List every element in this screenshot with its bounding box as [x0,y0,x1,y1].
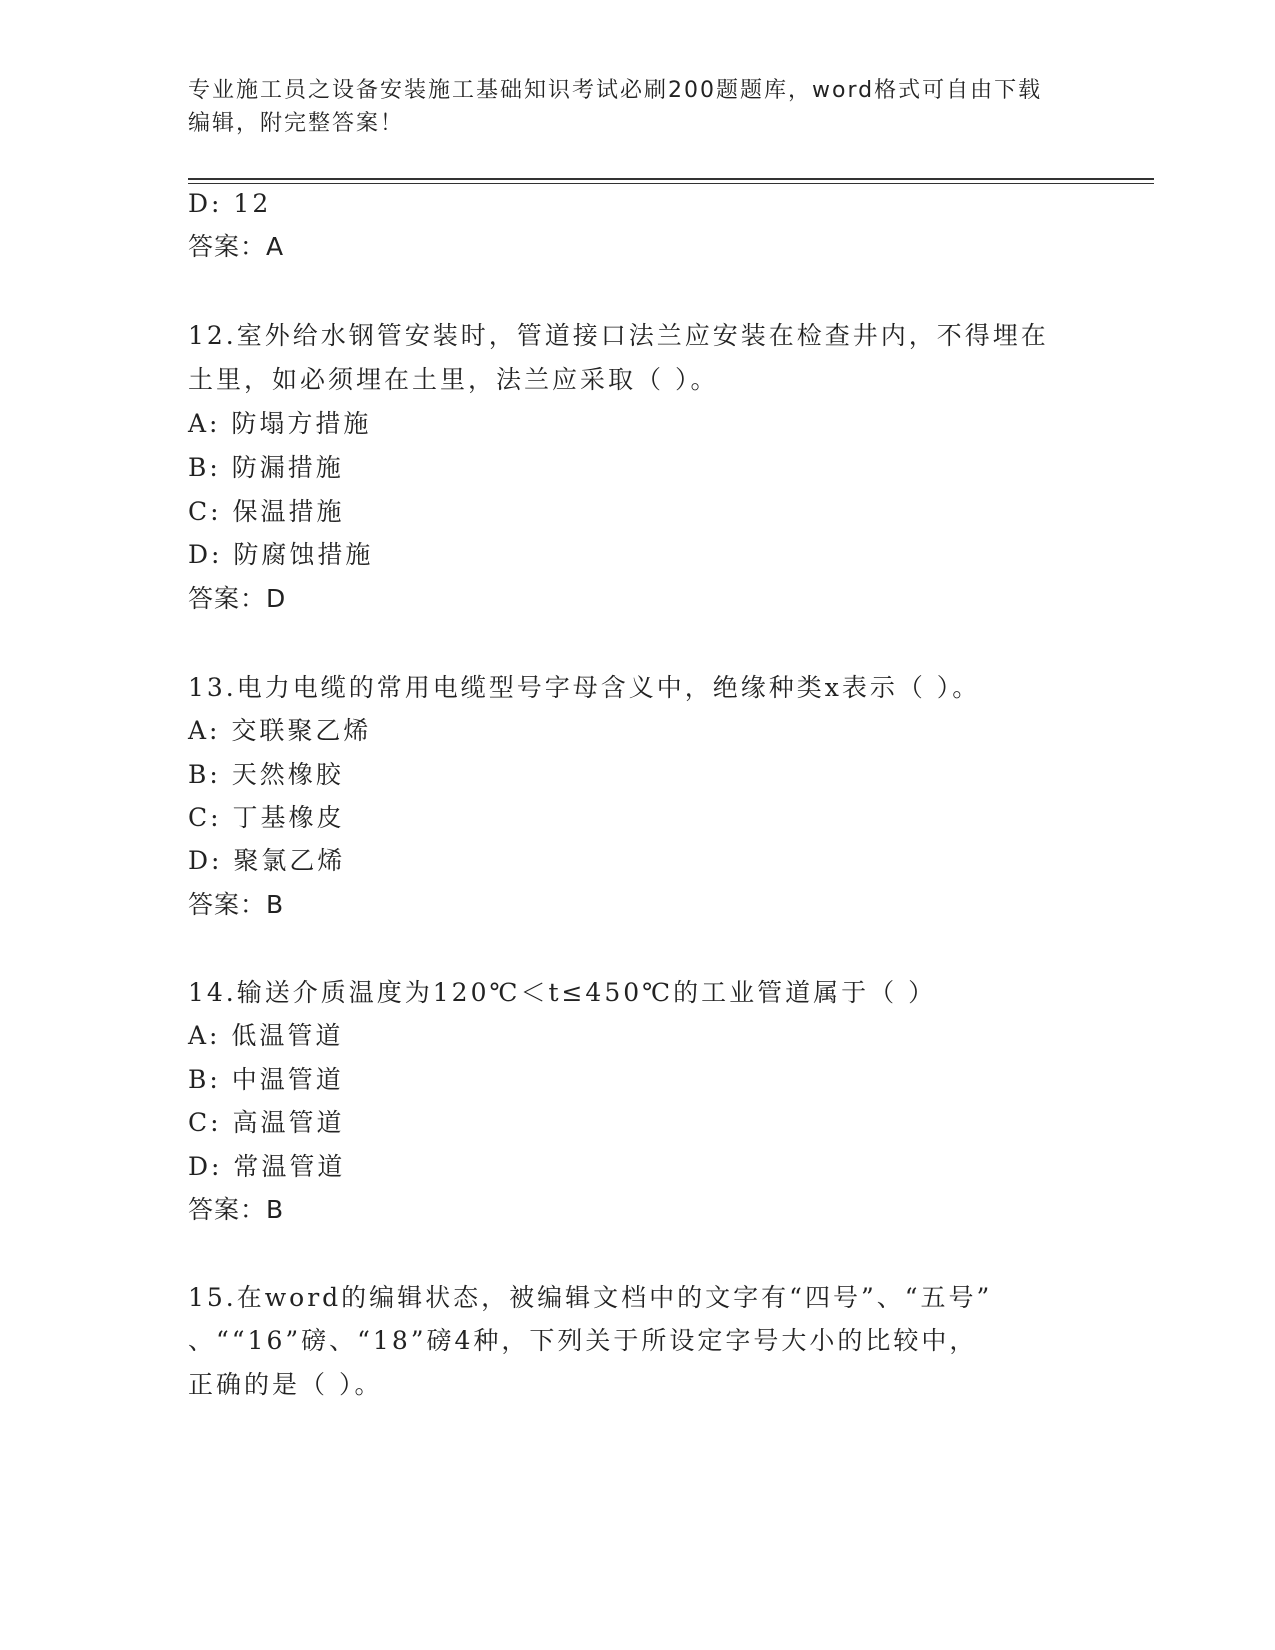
q13-option-a: A: 交联聚乙烯 [188,716,372,745]
q11-option-d: D: 12 [188,189,272,218]
q14-answer: 答案：B [188,1195,285,1224]
header-divider-thin [188,183,1154,184]
q13-answer: 答案：B [188,890,285,919]
q14-stem-line-1: 14.输送介质温度为120℃＜t≤450℃的工业管道属于（ ） [188,978,937,1007]
q12-answer: 答案：D [188,584,287,613]
q13-stem-line-1: 13.电力电缆的常用电缆型号字母含义中，绝缘种类x表示（ ）。 [188,673,981,702]
header-divider-thick [188,178,1154,180]
q12-option-c: C: 保温措施 [188,497,345,526]
q12-option-d: D: 防腐蚀措施 [188,540,374,569]
q14-option-c: C: 高温管道 [188,1108,345,1137]
q12-stem-line-1: 12.室外给水钢管安装时，管道接口法兰应安装在检查井内，不得埋在 [188,321,1049,350]
q15-stem-line-3: 正确的是（ ）。 [188,1370,383,1399]
q12-option-b: B: 防漏措施 [188,453,344,482]
q11-answer: 答案：A [188,232,285,261]
q15-stem-line-2: 、““16”磅、“18”磅4种，下列关于所设定字号大小的比较中， [188,1326,978,1355]
q13-option-b: B: 天然橡胶 [188,760,344,789]
header-title-line-2: 编辑，附完整答案！ [188,111,405,136]
q13-option-c: C: 丁基橡皮 [188,803,345,832]
q14-option-a: A: 低温管道 [188,1021,344,1050]
header-title-line-1: 专业施工员之设备安装施工基础知识考试必刷200题题库，word格式可自由下载 [188,78,1043,103]
q13-option-d: D: 聚氯乙烯 [188,846,346,875]
q15-stem-line-1: 15.在word的编辑状态，被编辑文档中的文字有“四号”、“五号” [188,1283,993,1312]
document-header [188,74,1088,140]
q14-option-b: B: 中温管道 [188,1065,344,1094]
q14-option-d: D: 常温管道 [188,1152,346,1181]
q12-option-a: A: 防塌方措施 [188,409,372,438]
q12-stem-line-2: 土里，如必须埋在土里，法兰应采取（ ）。 [188,365,719,394]
